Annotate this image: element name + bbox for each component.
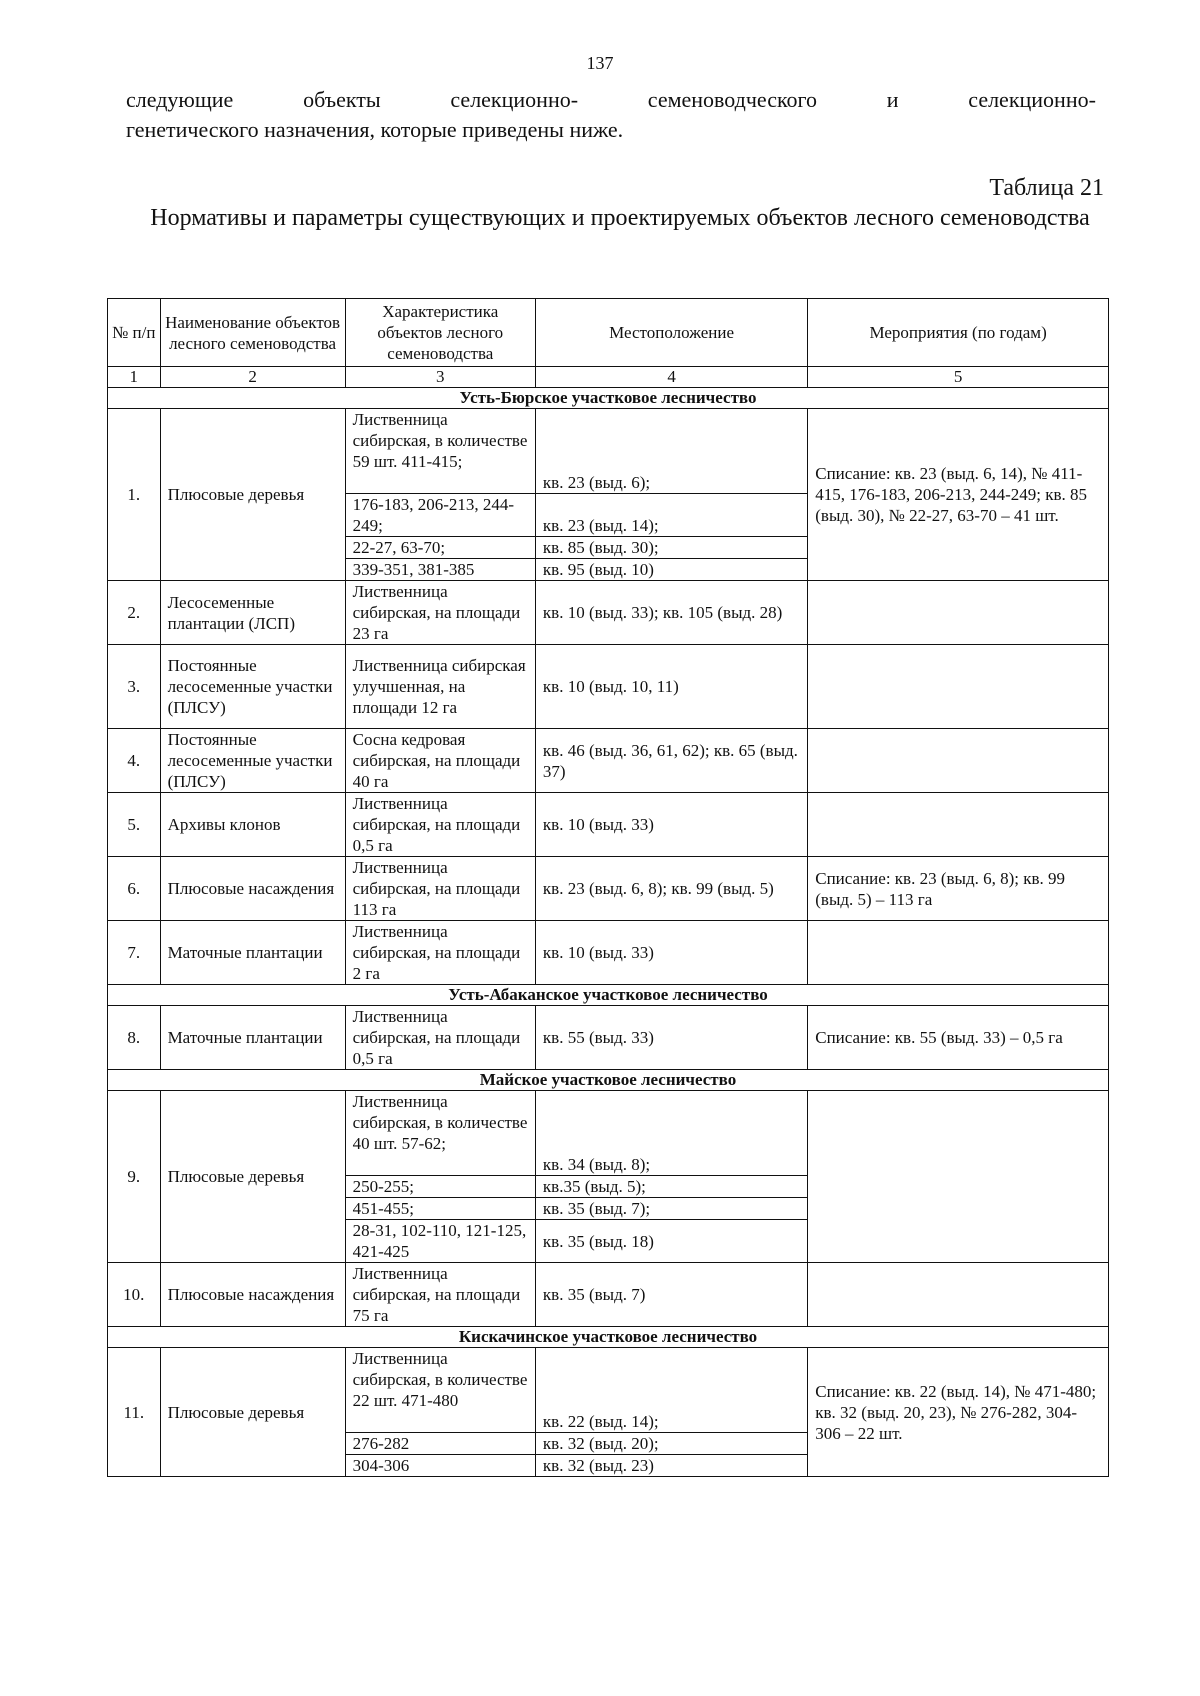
location-cell (535, 409, 807, 581)
location-cell: кв. 23 (выд. 6, 8); кв. 99 (выд. 5) (535, 857, 807, 921)
object-name: Архивы клонов (160, 793, 345, 857)
section-header: Усть-Абаканское участковое лесничество (108, 985, 1109, 1006)
measures-cell (808, 793, 1109, 857)
column-number: 2 (160, 367, 345, 388)
location-cell: кв. 10 (выд. 10, 11) (535, 645, 807, 729)
characteristic-part: 276-282 (346, 1432, 535, 1454)
characteristic-cell: Лиственница сибирская, на площади 75 га (345, 1263, 535, 1327)
characteristic-cell: Лиственница сибирская, на площади 113 га (345, 857, 535, 921)
row-number: 5. (108, 793, 161, 857)
object-name: Плюсовые насаждения (160, 1263, 345, 1327)
location-cell: кв. 10 (выд. 33); кв. 105 (выд. 28) (535, 581, 807, 645)
characteristic-cell: Сосна кедровая сибирская, на площади 40 га (345, 729, 535, 793)
measures-cell (808, 1263, 1109, 1327)
seed-objects-table (107, 298, 1109, 1477)
section-header: Майское участковое лесничество (108, 1070, 1109, 1091)
row-number: 2. (108, 581, 161, 645)
header-number: № п/п (108, 299, 161, 367)
location-part: кв. 32 (выд. 20); (536, 1432, 807, 1454)
location-part: кв. 23 (выд. 14); (542, 516, 659, 535)
column-number: 4 (535, 367, 807, 388)
table-row (108, 1091, 1109, 1263)
row-number: 6. (108, 857, 161, 921)
characteristic-cell: Лиственница сибирская, на площади 23 га (345, 581, 535, 645)
location-part: кв. 85 (выд. 30); (536, 536, 807, 558)
location-cell: кв. 55 (выд. 33) (535, 1006, 807, 1070)
measures-cell (808, 645, 1109, 729)
measures-cell: Списание: кв. 23 (выд. 6, 14), № 411-415, 176-183, 206-213, 244-249; кв. 85 (выд. 30), № 22-27, 63-70 – 41 шт. (808, 409, 1109, 581)
characteristic-cell: Лиственница сибирская улучшенная, на площади 12 га (345, 645, 535, 729)
characteristic-cell: Лиственница сибирская, на площади 2 га (345, 921, 535, 985)
characteristic-part: Лиственница сибирская, в количестве 22 шт. 471-480 (352, 1349, 528, 1410)
table-row (108, 409, 1109, 581)
location-part: кв.35 (выд. 5); (536, 1175, 807, 1197)
row-number: 1. (108, 409, 161, 581)
location-part: кв. 23 (выд. 6); (542, 473, 651, 492)
object-name: Лесосеменные плантации (ЛСП) (160, 581, 345, 645)
header-measures: Мероприятия (по годам) (808, 299, 1109, 367)
header-location: Местоположение (535, 299, 807, 367)
characteristic-cell (345, 409, 535, 581)
object-name: Маточные плантации (160, 1006, 345, 1070)
characteristic-part: 339-351, 381-385 (346, 558, 535, 580)
characteristic-part: Лиственница сибирская, в количестве 59 шт. 411-415; (352, 410, 528, 471)
characteristic-part: 250-255; (346, 1175, 535, 1197)
table-title: Нормативы и параметры существующих и проектируемых объектов лесного семеноводства (150, 205, 1090, 231)
table-row (108, 1348, 1109, 1477)
column-number: 1 (108, 367, 161, 388)
location-cell: кв. 10 (выд. 33) (535, 793, 807, 857)
column-number: 3 (345, 367, 535, 388)
location-cell: кв. 10 (выд. 33) (535, 921, 807, 985)
measures-cell (808, 729, 1109, 793)
measures-cell: Списание: кв. 22 (выд. 14), № 471-480; кв. 32 (выд. 20, 23), № 276-282, 304-306 – 22 шт. (808, 1348, 1109, 1477)
table-label: Таблица 21 (989, 175, 1104, 201)
intro-word: следующие (126, 87, 234, 112)
table-row (108, 793, 1109, 857)
location-part: кв. 95 (выд. 10) (536, 558, 807, 580)
object-name: Плюсовые деревья (160, 1091, 345, 1263)
column-number: 5 (808, 367, 1109, 388)
column-number-row (108, 367, 1109, 388)
intro-line-2: генетического назначения, которые приведены ниже. (126, 117, 624, 142)
row-number: 4. (108, 729, 161, 793)
table-row (108, 1263, 1109, 1327)
location-part: кв. 35 (выд. 18) (542, 1231, 654, 1251)
object-name: Плюсовые деревья (160, 409, 345, 581)
location-cell: кв. 46 (выд. 36, 61, 62); кв. 65 (выд. 37) (535, 729, 807, 793)
characteristic-part: 22-27, 63-70; (346, 536, 535, 558)
location-cell (535, 1348, 807, 1477)
row-number: 9. (108, 1091, 161, 1263)
measures-cell: Списание: кв. 55 (выд. 33) – 0,5 га (808, 1006, 1109, 1070)
table-row (108, 645, 1109, 729)
row-number: 7. (108, 921, 161, 985)
characteristic-part: 304-306 (346, 1454, 535, 1476)
row-number: 11. (108, 1348, 161, 1477)
row-number: 8. (108, 1006, 161, 1070)
object-name: Плюсовые деревья (160, 1348, 345, 1477)
intro-word: селекционно- (450, 87, 579, 112)
measures-cell (808, 1091, 1109, 1263)
table-row (108, 581, 1109, 645)
object-name: Постоянные лесосеменные участки (ПЛСУ) (160, 645, 345, 729)
row-number: 10. (108, 1263, 161, 1327)
section-header: Кискачинское участковое лесничество (108, 1327, 1109, 1348)
object-name: Постоянные лесосеменные участки (ПЛСУ) (160, 729, 345, 793)
header-name: Наименование объектов лесного семеноводства (160, 299, 345, 367)
table-row (108, 921, 1109, 985)
row-number: 3. (108, 645, 161, 729)
measures-cell (808, 921, 1109, 985)
location-cell (535, 1091, 807, 1263)
location-part: кв. 34 (выд. 8); (542, 1155, 651, 1174)
table-row (108, 1006, 1109, 1070)
intro-word: объекты (303, 87, 381, 112)
location-cell: кв. 35 (выд. 7) (535, 1263, 807, 1327)
table-row (108, 857, 1109, 921)
table-row (108, 729, 1109, 793)
characteristic-part: Лиственница сибирская, в количестве 40 шт. 57-62; (352, 1092, 528, 1153)
location-part: кв. 35 (выд. 7); (536, 1197, 807, 1219)
characteristic-part: 176-183, 206-213, 244-249; (346, 493, 535, 536)
section-header: Усть-Бюрское участковое лесничество (108, 388, 1109, 409)
location-part: кв. 32 (выд. 23) (536, 1454, 807, 1476)
characteristic-part: 451-455; (346, 1197, 535, 1219)
intro-word: семеноводческого (647, 87, 818, 112)
measures-cell: Списание: кв. 23 (выд. 6, 8); кв. 99 (выд. 5) – 113 га (808, 857, 1109, 921)
characteristic-part: 28-31, 102-110, 121-125, 421-425 (346, 1219, 535, 1262)
location-part: кв. 22 (выд. 14); (542, 1412, 659, 1431)
characteristic-cell: Лиственница сибирская, на площади 0,5 га (345, 793, 535, 857)
page-number: 137 (586, 53, 614, 73)
intro-word: и (886, 87, 899, 112)
header-characteristic: Характеристика объектов лесного семеноводства (345, 299, 535, 367)
measures-cell (808, 581, 1109, 645)
object-name: Плюсовые насаждения (160, 857, 345, 921)
object-name: Маточные плантации (160, 921, 345, 985)
characteristic-cell (345, 1348, 535, 1477)
characteristic-cell (345, 1091, 535, 1263)
intro-word: селекционно- (968, 87, 1096, 112)
characteristic-cell: Лиственница сибирская, на площади 0,5 га (345, 1006, 535, 1070)
intro-line-1 (126, 85, 1096, 114)
